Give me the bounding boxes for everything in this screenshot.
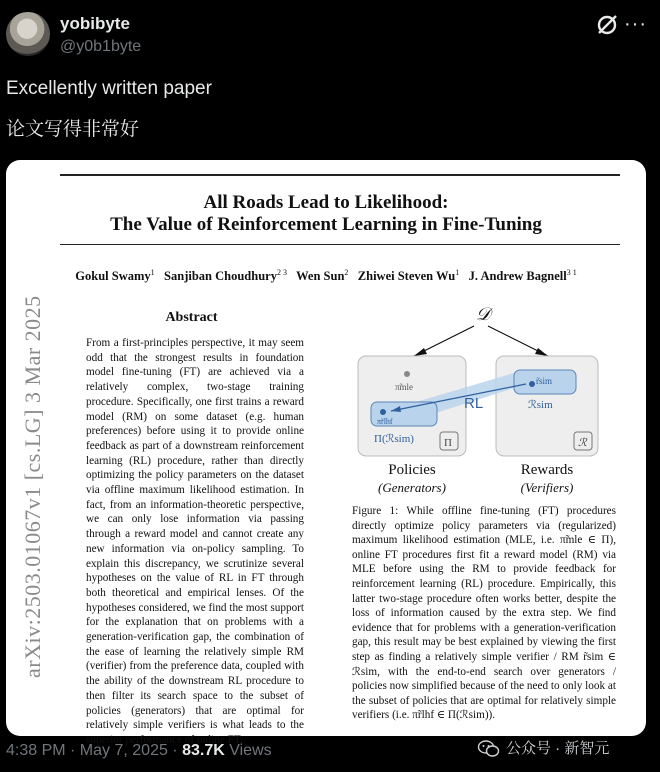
author: J. Andrew Bagnell bbox=[468, 269, 567, 284]
paper-title-line1: All Roads Lead to Likelihood: bbox=[203, 192, 449, 213]
author: Wen Sun bbox=[296, 269, 345, 284]
figure-diagram bbox=[336, 300, 636, 500]
rewards-title: Rewards bbox=[520, 462, 574, 478]
post-text: Excellently written paper bbox=[6, 78, 212, 99]
rl-label: RL bbox=[464, 395, 484, 412]
author: Gokul Swamy bbox=[75, 269, 151, 284]
policies-title: Policies bbox=[388, 462, 436, 478]
watermark-text: 公众号 · 新智元 bbox=[506, 740, 610, 757]
figure-caption: Figure 1: While offline fine-tuning (FT) procedures directly optimize policy parameters via (regularized) maximum likelihood estimation (MLE, i.e. π̃mle ∈ Π), online FT procedures first fit a reward model (RM) via MLE before using the RM to provide feedback for reinforcement learning (RL) procedure. Empirically, this latter two-stage procedure often works better, despite the loss of information caused by the extra step. We find evidence that for problems with a generation-verification gap, this result may be best explained by viewing the first step as finding a relatively simple verifier / RM r̃sim ∈ ℛsim, with the end-to-end search over generators / policies now simplified because of the need to only look at the subset of policies that are optimal for relatively simple verifiers (i.e. π̃rlhf ∈ Π(ℛsim)). bbox=[352, 505, 616, 722]
r-class-label: ℛsim bbox=[528, 399, 553, 411]
r-set-label: ℛ bbox=[578, 437, 587, 449]
wechat-icon bbox=[478, 740, 500, 758]
grok-icon[interactable] bbox=[594, 12, 620, 38]
affiliation: 1 bbox=[455, 268, 460, 277]
pi-rlhf-dot bbox=[380, 409, 386, 415]
timestamp[interactable]: 4:38 PM · May 7, 2025 · bbox=[6, 742, 183, 759]
post-text-translation: 论文写得非常好 bbox=[6, 119, 140, 140]
more-options-icon[interactable]: ··· bbox=[624, 13, 647, 35]
top-rule bbox=[60, 174, 620, 176]
bottom-rule bbox=[60, 244, 620, 245]
pi-mle-label: π̃mle bbox=[395, 382, 414, 392]
dataset-node: 𝒟 bbox=[476, 304, 491, 324]
paper-title-line2: The Value of Reinforcement Learning in Fine-Tuning bbox=[110, 214, 542, 235]
views-label: Views bbox=[224, 742, 272, 759]
author-list bbox=[6, 268, 646, 284]
r-sim-dot bbox=[529, 381, 535, 387]
pi-mle-dot bbox=[404, 371, 410, 377]
abstract-text: From a first-principles perspective, it may seem odd that the strongest results in foundation model fine-tuning (FT) are achieved via a relatively complex, two-stage training procedure. Specifically, one first trains a reward model (RM) on some dataset (e.g. human preferences) before using it to provide online feedback as part of a downstream reinforcement learning (RL) procedure, rather than directly optimizing the policy parameters on the dataset via offline maximum likelihood estimation. In fact, from an information-theoretic perspective, we can only lose information via passing through a reward model and cannot create any new information via on-policy sampling. To explain this discrepancy, we scrutinize several hypotheses on the value of RL in FT through both theoretical and empirical lenses. Of the hypotheses considered, we find the most support for the explanation that on problems with a generation-verification gap, the combination of the ease of learning the relatively simple RM (verifier) from the preference data, coupled with the ability of the downstream RL procedure to then filter its search space to the subset of policies (generators) that are optimal for relatively simple verifiers is what leads to the superior performance of online FT. bbox=[86, 337, 304, 746]
author-handle[interactable]: @y0b1byte bbox=[60, 38, 142, 55]
watermark bbox=[478, 737, 609, 758]
affiliation: 3 1 bbox=[566, 268, 577, 277]
author: Zhiwei Steven Wu bbox=[357, 269, 456, 284]
author: Sanjiban Choudhury bbox=[164, 269, 277, 284]
verifiers-subtitle: (Verifiers) bbox=[520, 480, 574, 495]
pi-rlhf-label: π̃rlhf bbox=[377, 417, 393, 426]
affiliation: 1 bbox=[150, 268, 155, 277]
pi-class-label: Π(ℛsim) bbox=[374, 433, 414, 445]
avatar[interactable] bbox=[6, 12, 50, 56]
author-name[interactable]: yobibyte bbox=[60, 14, 130, 33]
affiliation: 2 bbox=[344, 268, 349, 277]
arxiv-identifier: arXiv:2503.01067v1 [cs.LG] 3 Mar 2025 bbox=[20, 295, 45, 678]
abstract-heading: Abstract bbox=[165, 310, 218, 325]
post-metadata bbox=[6, 742, 272, 760]
generators-subtitle: (Generators) bbox=[378, 480, 446, 495]
pi-set-label: Π bbox=[444, 437, 452, 449]
affiliation: 2 3 bbox=[276, 268, 287, 277]
paper-image[interactable] bbox=[6, 160, 646, 746]
r-sim-label: r̃sim bbox=[536, 376, 553, 386]
view-count: 83.7K bbox=[182, 742, 225, 759]
